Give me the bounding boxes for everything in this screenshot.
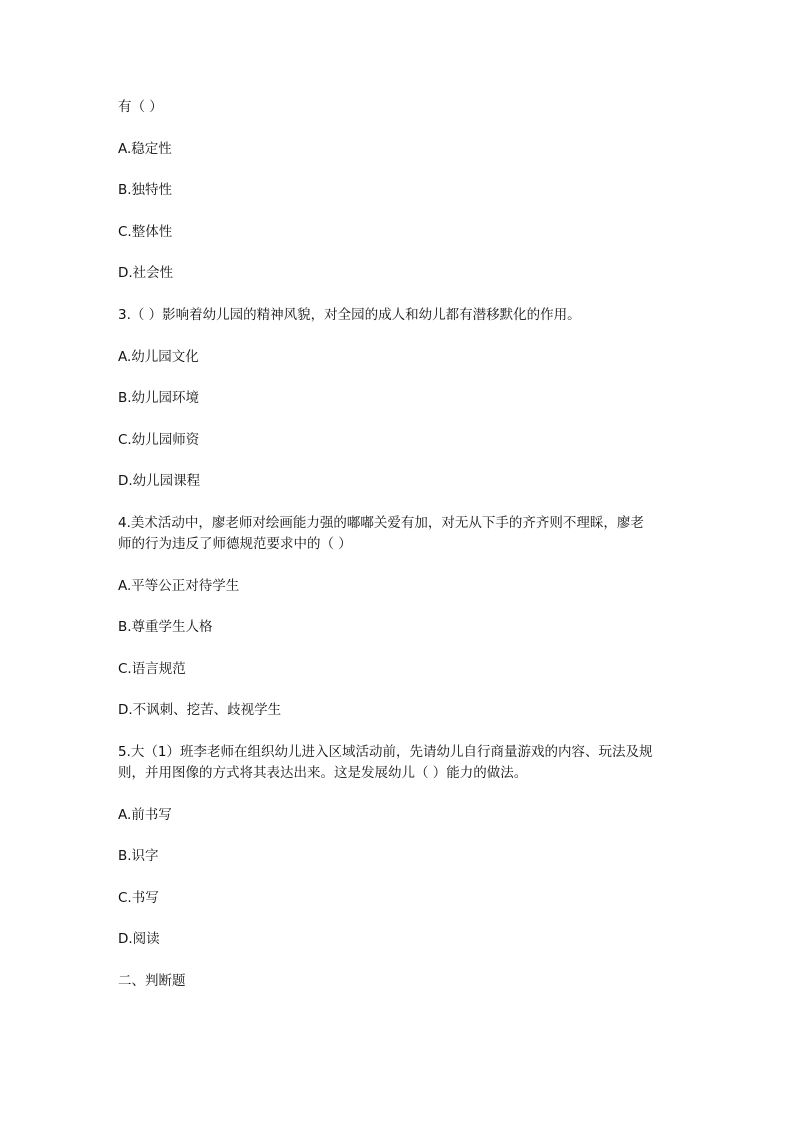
option-c: C.语言规范 [118, 661, 186, 677]
option-a: A.稳定性 [118, 141, 172, 157]
option-a: A.平等公正对待学生 [118, 578, 240, 594]
option-a: A.幼儿园文化 [118, 349, 199, 365]
option-d: D.幼儿园课程 [118, 473, 201, 489]
option-a: A.前书写 [118, 807, 172, 823]
question-4-line-1: 4.美术活动中，廖老师对绘画能力强的嘟嘟关爱有加，对无从下手的齐齐则不理睬，廖老 [118, 515, 644, 531]
option-c: C.书写 [118, 890, 159, 906]
option-d: D.不讽刺、挖苦、歧视学生 [118, 702, 282, 718]
option-b: B.识字 [118, 848, 159, 864]
question-5-line-1: 5.大（1）班李老师在组织幼儿进入区域活动前，先请幼儿自行商量游戏的内容、玩法及规 [118, 744, 653, 760]
option-c: C.整体性 [118, 224, 173, 240]
question-3: 3.（ ）影响着幼儿园的精神风貌，对全园的成人和幼儿都有潜移默化的作用。 [118, 307, 581, 323]
option-d: D.阅读 [118, 931, 160, 947]
option-c: C.幼儿园师资 [118, 432, 200, 448]
option-b: B.幼儿园环境 [118, 390, 200, 406]
question-5-line-2: 则，并用图像的方式将其表达出来。这是发展幼儿（ ）能力的做法。 [118, 765, 528, 781]
option-b: B.尊重学生人格 [118, 619, 213, 635]
option-d: D.社会性 [118, 265, 174, 281]
question-stem-continuation: 有（ ） [118, 99, 163, 115]
option-b: B.独特性 [118, 182, 173, 198]
question-4-line-2: 师的行为违反了师德规范要求中的（ ） [118, 536, 352, 552]
section-heading-true-false: 二、判断题 [118, 973, 186, 989]
